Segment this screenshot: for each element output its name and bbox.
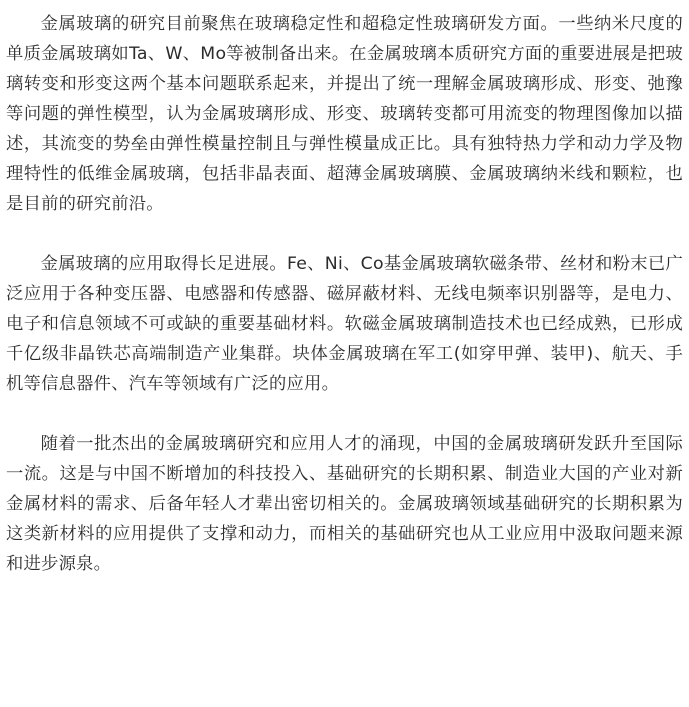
paragraph-talent-development: 随着一批杰出的金属玻璃研究和应用人才的涌现，中国的金属玻璃研发跃升至国际一流。这是与中国不断增加的科技投入、基础研究的长期积累、制造业大国的产业对新金属材料的需求、后备年轻人才辈出密切相关的。金属玻璃领域基础研究的长期积累为这类新材料的应用提供了支撑和动力，而相关的基础研究也从工业应用中汲取问题来源和进步源泉。 (6, 434, 683, 574)
paragraph-research-focus: 金属玻璃的研究目前聚焦在玻璃稳定性和超稳定性玻璃研发方面。一些纳米尺度的单质金属玻璃如Ta、W、Mo等被制备出来。在金属玻璃本质研究方面的重要进展是把玻璃转变和形变这两个基本问题联系起来，并提出了统一理解金属玻璃形成、形变、弛豫等问题的弹性模型，认为金属玻璃形成、形变、玻璃转变都可用流变的物理图像加以描述，其流变的势垒由弹性模量控制且与弹性模量成正比。具有独特热力学和动力学及物理特性的低维金属玻璃，包括非晶表面、超薄金属玻璃膜、金属玻璃纳米线和颗粒，也是目前的研究前沿。 (6, 14, 683, 214)
paragraph-applications: 金属玻璃的应用取得长足进展。Fe、Ni、Co基金属玻璃软磁条带、丝材和粉末已广泛应用于各种变压器、电感器和传感器、磁屏蔽材料、无线电频率识别器等，是电力、电子和信息领域不可或缺的重要基础材料。软磁金属玻璃制造技术也已经成熟，已形成千亿级非晶铁芯高端制造产业集群。块体金属玻璃在军工(如穿甲弹、装甲)、航天、手机等信息器件、汽车等领域有广泛的应用。 (6, 254, 683, 394)
